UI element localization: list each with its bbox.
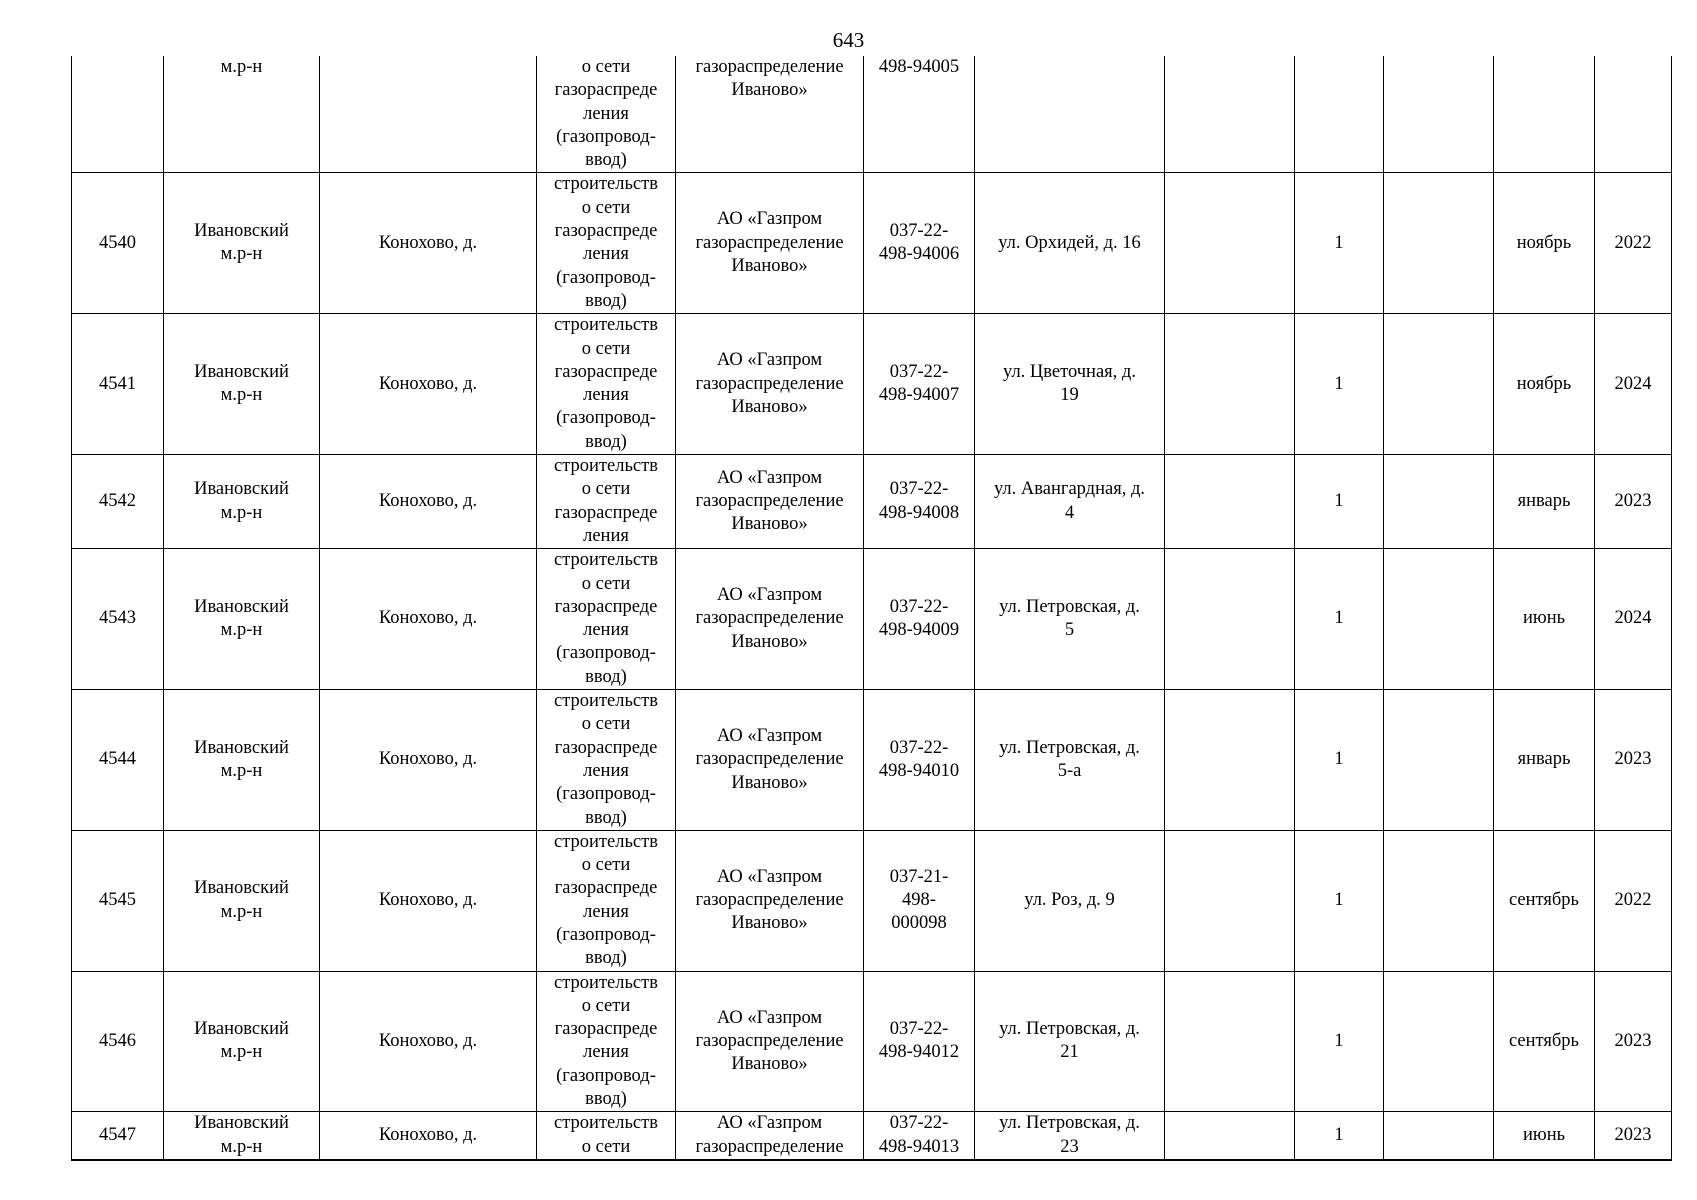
registration-number-cell — [864, 549, 975, 690]
work-type-cell — [537, 690, 676, 831]
work-type-text: строительств о сети газораспреде ления (газопровод- ввод) — [554, 550, 658, 687]
empty-cell — [1165, 971, 1295, 1112]
year-text: 2024 — [1614, 373, 1652, 394]
organization-text: АО «Газпром газораспределение Иваново» — [695, 866, 844, 934]
year-text: 2023 — [1614, 1030, 1652, 1051]
year-text: 2023 — [1614, 1125, 1652, 1145]
organization-text: АО «Газпром газораспределение — [695, 1113, 844, 1157]
locality-text: Конохово, д. — [378, 1030, 478, 1051]
count-text: 1 — [1334, 749, 1344, 770]
district-cell — [164, 971, 320, 1112]
organization-cell — [676, 173, 864, 314]
empty-cell — [1384, 56, 1494, 173]
organization-cell — [676, 690, 864, 831]
empty-cell — [1165, 314, 1295, 455]
address-text: ул. Роз, д. 9 — [1024, 890, 1115, 911]
work-type-text: строительств о сети — [554, 1113, 658, 1157]
month-text: январь — [1517, 749, 1571, 770]
empty-cell — [1384, 830, 1494, 971]
year-text: 2024 — [1614, 608, 1652, 629]
table-row — [72, 549, 1672, 690]
address-text: ул. Орхидей, д. 16 — [998, 232, 1141, 253]
locality-text: Конохово, д. — [378, 232, 478, 253]
row-number-cell — [72, 455, 164, 549]
month-text: июнь — [1522, 1125, 1566, 1145]
organization-cell — [676, 549, 864, 690]
address-cell — [975, 1112, 1165, 1160]
year-cell — [1595, 1112, 1672, 1160]
district-cell — [164, 1112, 320, 1160]
count-text: 1 — [1334, 373, 1344, 394]
locality-cell — [320, 549, 537, 690]
locality-cell — [320, 690, 537, 831]
registry-table — [71, 56, 1672, 1161]
locality-cell — [320, 314, 537, 455]
month-cell — [1494, 690, 1595, 831]
district-text: Ивановский м.р-н — [194, 1019, 289, 1063]
count-text: 1 — [1334, 890, 1344, 911]
registration-number-cell — [864, 455, 975, 549]
table-row — [72, 173, 1672, 314]
work-type-cell — [537, 971, 676, 1112]
count-cell — [1295, 173, 1384, 314]
month-cell — [1494, 1112, 1595, 1160]
count-cell — [1295, 690, 1384, 831]
registration-number-cell — [864, 690, 975, 831]
empty-cell — [1384, 455, 1494, 549]
row-number-text: 4544 — [99, 749, 136, 770]
row-number-text: 4540 — [99, 232, 136, 253]
address-cell — [975, 549, 1165, 690]
empty-cell — [1165, 1112, 1295, 1160]
count-cell — [1295, 314, 1384, 455]
empty-cell — [1384, 549, 1494, 690]
empty-cell — [1165, 173, 1295, 314]
count-text: 1 — [1334, 1030, 1344, 1051]
locality-cell — [320, 971, 537, 1112]
table-row — [72, 690, 1672, 831]
year-text: 2023 — [1614, 749, 1652, 770]
year-cell — [1595, 173, 1672, 314]
empty-cell — [1165, 830, 1295, 971]
row-number-text: 4543 — [99, 608, 136, 629]
address-cell — [975, 173, 1165, 314]
row-number-cell — [72, 314, 164, 455]
year-cell — [1595, 971, 1672, 1112]
district-text: Ивановский м.р-н — [194, 596, 289, 641]
empty-cell — [1165, 455, 1295, 549]
district-cell — [164, 56, 320, 173]
empty-cell — [1165, 56, 1295, 173]
month-cell — [1494, 314, 1595, 455]
count-cell — [1295, 830, 1384, 971]
registration-number-cell — [864, 173, 975, 314]
empty-cell — [1384, 971, 1494, 1112]
address-cell — [975, 56, 1165, 173]
locality-cell — [320, 455, 537, 549]
district-text: м.р-н — [220, 57, 263, 77]
count-cell — [1295, 455, 1384, 549]
address-text: ул. Петровская, д. 5-а — [999, 737, 1140, 781]
row-number-text: 4542 — [99, 490, 136, 511]
organization-cell — [676, 314, 864, 455]
organization-text: АО «Газпром газораспределение Иваново» — [695, 350, 844, 417]
work-type-cell — [537, 830, 676, 971]
district-cell — [164, 314, 320, 455]
count-text: 1 — [1334, 232, 1344, 253]
locality-cell — [320, 173, 537, 314]
address-text: ул. Петровская, д. 23 — [999, 1113, 1140, 1157]
work-type-cell — [537, 314, 676, 455]
work-type-text: о сети газораспреде ления (газопровод- ввод) — [554, 57, 658, 171]
empty-cell — [1384, 314, 1494, 455]
year-cell — [1595, 314, 1672, 455]
count-cell — [1295, 549, 1384, 690]
count-text: 1 — [1334, 490, 1344, 511]
organization-text: АО «Газпром газораспределение Иваново» — [695, 1007, 844, 1075]
registration-number-text: 037-22- 498-94010 — [878, 737, 960, 781]
row-number-cell — [72, 690, 164, 831]
organization-cell — [676, 1112, 864, 1160]
registration-number-cell — [864, 314, 975, 455]
month-text: июнь — [1522, 608, 1566, 629]
table-row — [72, 56, 1672, 173]
empty-cell — [1384, 173, 1494, 314]
row-number-text: 4546 — [99, 1030, 136, 1051]
work-type-text: строительств о сети газораспреде ления — [554, 456, 658, 546]
locality-text: Конохово, д. — [378, 749, 478, 770]
registration-number-cell — [864, 56, 975, 173]
month-text: январь — [1517, 490, 1571, 511]
address-cell — [975, 830, 1165, 971]
table-row — [72, 1112, 1672, 1160]
district-text: Ивановский м.р-н — [194, 221, 289, 265]
table-row — [72, 455, 1672, 549]
address-cell — [975, 690, 1165, 831]
locality-text: Конохово, д. — [378, 608, 478, 629]
year-text: 2023 — [1614, 490, 1652, 511]
registration-number-cell — [864, 971, 975, 1112]
work-type-text: строительств о сети газораспреде ления (газопровод- ввод) — [554, 174, 658, 311]
month-text: ноябрь — [1516, 232, 1572, 253]
work-type-cell — [537, 455, 676, 549]
month-cell — [1494, 971, 1595, 1112]
work-type-cell — [537, 549, 676, 690]
work-type-text: строительств о сети газораспреде ления (газопровод- ввод) — [554, 691, 658, 828]
empty-cell — [1384, 1112, 1494, 1160]
row-number-cell — [72, 971, 164, 1112]
locality-cell — [320, 1112, 537, 1160]
row-number-text: 4545 — [99, 890, 136, 911]
work-type-cell — [537, 173, 676, 314]
locality-text: Конохово, д. — [378, 373, 478, 394]
registration-number-text: 037-22- 498-94006 — [878, 221, 960, 265]
month-text: ноябрь — [1516, 373, 1572, 394]
count-text: 1 — [1334, 1125, 1344, 1145]
locality-cell — [320, 830, 537, 971]
registration-number-cell — [864, 830, 975, 971]
year-cell — [1595, 56, 1672, 173]
district-text: Ивановский м.р-н — [194, 878, 289, 922]
address-text: ул. Авангардная, д. 4 — [993, 479, 1145, 523]
district-cell — [164, 549, 320, 690]
organization-text: АО «Газпром газораспределение Иваново» — [695, 585, 844, 652]
address-cell — [975, 455, 1165, 549]
registration-number-text: 037-22- 498-94009 — [878, 596, 960, 641]
organization-text: АО «Газпром газораспределение Иваново» — [695, 467, 844, 535]
month-cell — [1494, 56, 1595, 173]
organization-cell — [676, 56, 864, 173]
district-cell — [164, 455, 320, 549]
page-number: 643 — [832, 28, 865, 52]
organization-text: АО «Газпром газораспределение Иваново» — [695, 209, 844, 277]
address-text: ул. Петровская, д. 21 — [999, 1019, 1140, 1063]
district-text: Ивановский м.р-н — [194, 737, 289, 781]
locality-text: Конохово, д. — [378, 890, 478, 911]
registry-body — [72, 56, 1672, 1160]
row-number-cell — [72, 549, 164, 690]
row-number-text: 4547 — [99, 1125, 136, 1145]
district-text: Ивановский м.р-н — [194, 1113, 289, 1157]
count-text: 1 — [1334, 608, 1344, 629]
locality-cell — [320, 56, 537, 173]
address-text: ул. Цветочная, д. 19 — [1003, 361, 1136, 406]
year-cell — [1595, 549, 1672, 690]
district-text: Ивановский м.р-н — [194, 361, 289, 406]
year-cell — [1595, 455, 1672, 549]
month-cell — [1494, 455, 1595, 549]
month-text: сентябрь — [1509, 1030, 1579, 1051]
registration-number-text: 037-21- 498- 000098 — [889, 866, 949, 934]
year-cell — [1595, 830, 1672, 971]
district-cell — [164, 830, 320, 971]
empty-cell — [1165, 549, 1295, 690]
locality-text: Конохово, д. — [378, 1125, 478, 1145]
table-row — [72, 314, 1672, 455]
work-type-cell — [537, 1112, 676, 1160]
organization-cell — [676, 971, 864, 1112]
district-cell — [164, 173, 320, 314]
organization-text: АО «Газпром газораспределение Иваново» — [695, 725, 844, 793]
year-text: 2022 — [1614, 890, 1652, 911]
count-cell — [1295, 971, 1384, 1112]
year-cell — [1595, 690, 1672, 831]
registration-number-cell — [864, 1112, 975, 1160]
organization-text: газораспределение Иваново» — [695, 57, 844, 101]
month-cell — [1494, 830, 1595, 971]
registration-number-text: 037-22- 498-94007 — [878, 361, 960, 406]
registration-number-text: 498-94005 — [878, 57, 960, 77]
month-cell — [1494, 549, 1595, 690]
registration-number-text: 037-22- 498-94013 — [878, 1113, 960, 1157]
row-number-text: 4541 — [99, 373, 136, 394]
work-type-text: строительств о сети газораспреде ления (газопровод- ввод) — [554, 972, 658, 1110]
registration-number-text: 037-22- 498-94012 — [878, 1019, 960, 1063]
year-text: 2022 — [1614, 232, 1652, 253]
table-row — [72, 830, 1672, 971]
registration-number-text: 037-22- 498-94008 — [878, 479, 960, 523]
district-cell — [164, 690, 320, 831]
district-text: Ивановский м.р-н — [194, 479, 289, 523]
organization-cell — [676, 455, 864, 549]
empty-cell — [1165, 690, 1295, 831]
work-type-text: строительств о сети газораспреде ления (газопровод- ввод) — [554, 831, 658, 969]
count-cell — [1295, 56, 1384, 173]
table-row — [72, 971, 1672, 1112]
row-number-cell — [72, 56, 164, 173]
empty-cell — [1384, 690, 1494, 831]
month-text: сентябрь — [1509, 890, 1579, 911]
organization-cell — [676, 830, 864, 971]
work-type-cell — [537, 56, 676, 173]
work-type-text: строительств о сети газораспреде ления (газопровод- ввод) — [554, 315, 658, 452]
address-cell — [975, 971, 1165, 1112]
row-number-cell — [72, 1112, 164, 1160]
row-number-cell — [72, 830, 164, 971]
row-number-cell — [72, 173, 164, 314]
month-cell — [1494, 173, 1595, 314]
count-cell — [1295, 1112, 1384, 1160]
locality-text: Конохово, д. — [378, 490, 478, 511]
address-cell — [975, 314, 1165, 455]
address-text: ул. Петровская, д. 5 — [999, 596, 1140, 641]
